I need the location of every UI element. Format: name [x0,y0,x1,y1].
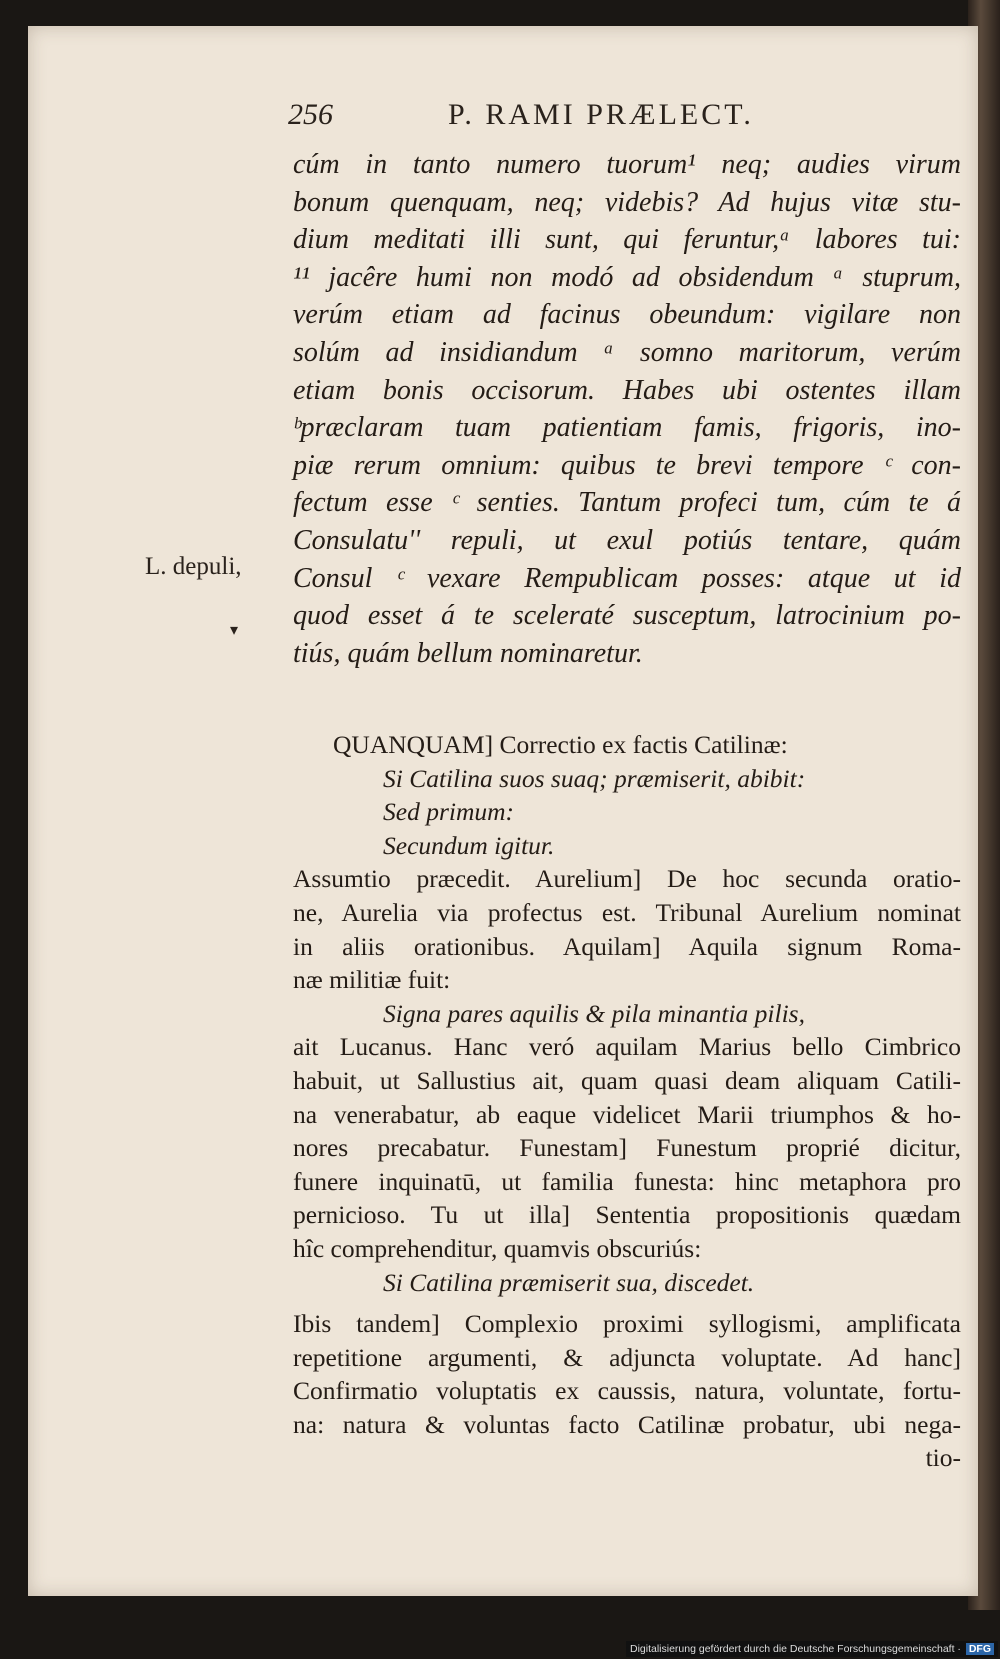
oration-line: ᵇpræclaram tuam patientiam famis, frigoris, ino- [293,412,961,444]
commentary-line: tio- [925,1443,961,1473]
commentary-line: ait Lucanus. Hanc veró aquilam Marius bello Cimbrico [293,1032,961,1062]
dfg-logo: DFG [966,1643,994,1655]
commentary-line: Ibis tandem] Complexio proximi syllogismi, amplificata [293,1309,961,1339]
page-number: 256 [288,98,333,131]
commentary-line: na venerabatur, ab eaque videlicet Marii triumphos & ho- [293,1099,961,1129]
commentary-line: ne, Aurelia via profectus est. Tribunal Aurelium nominat [293,897,961,927]
commentary-text-block [293,728,961,1475]
digitization-credit [626,1641,998,1657]
margin-mark: ▾ [230,622,239,639]
oration-line: bonum quenquam, neq; videbis? Ad hujus vitæ stu- [293,186,961,218]
oration-line: cúm in tanto numero tuorum¹ neq; audies virum [293,149,961,180]
oration-line: fectum esse ᶜ senties. Tantum profeci tum, cúm te á [293,487,961,519]
credit-text: Digitalisierung gefördert durch die Deutsche Forschungsgemeinschaft · [629,1643,961,1655]
oration-line: Consulatu'' repuli, ut exul potiús tentare, quám [293,524,961,556]
oration-line: Consul ᶜ vexare Rempublicam posses: atque ut id [293,562,961,594]
oration-line: tiús, quám bellum nominaretur. [293,637,643,669]
commentary-line: Sed primum: [383,797,515,827]
commentary-line: na: natura & voluntas facto Catilinæ probatur, ubi nega- [293,1409,961,1439]
oration-line: etiam bonis occisorum. Habes ubi ostentes illam [293,374,961,406]
commentary-line: pernicioso. Tu ut illa] Sententia propositionis quædam [293,1200,961,1230]
commentary-line: Si Catilina præmiserit sua, discedet. [383,1267,755,1297]
commentary-line: repetitione argumenti, & adjuncta voluptate. Ad hanc] [293,1342,961,1372]
commentary-line: Si Catilina suos suaq; præmiserit, abibit: [383,763,806,793]
commentary-line: Assumtio præcedit. Aurelium] De hoc secunda oratio- [293,864,961,894]
oration-line: verúm etiam ad facinus obeundum: vigilare non [293,299,961,331]
paragraph-gap [293,1299,961,1307]
oration-line: piæ rerum omnium: quibus te brevi tempore ᶜ con- [293,449,961,481]
commentary-line: in aliis orationibus. Aquilam] Aquila signum Roma- [293,931,961,961]
margin-note: L. depuli, [145,553,242,580]
commentary-line: habuit, ut Sallustius ait, quam quasi deam aliquam Catili- [293,1065,961,1095]
running-title: P. RAMI PRÆLECT. [448,98,754,131]
commentary-line: Confirmatio voluptatis ex caussis, natura, voluntate, fortu- [293,1376,961,1406]
commentary-line: funere inquinatū, ut familia funesta: hinc metaphora pro [293,1166,961,1196]
commentary-line: Secundum igitur. [383,830,555,860]
oration-line: solúm ad insidiandum ᵃ somno maritorum, verúm [293,336,961,368]
commentary-line: Signa pares aquilis & pila minantia pilis, [383,998,805,1028]
oration-line: dium meditati illi sunt, qui feruntur,ᵃ labores tui: [293,224,961,256]
oration-line: quod esset á te sceleraté susceptum, latrocinium po- [293,600,961,632]
oration-line: ¹¹ jacêre humi non modó ad obsidendum ᵃ stuprum, [293,261,961,293]
commentary-line: hîc comprehenditur, quamvis obscuriús: [293,1233,702,1263]
commentary-line: næ militiæ fuit: [293,965,451,995]
commentary-line: QUANQUAM] Correctio ex factis Catilinæ: [333,730,788,759]
commentary-line: nores precabatur. Funestam] Funestum proprié dicitur, [293,1133,961,1163]
oration-text-block [293,146,961,672]
